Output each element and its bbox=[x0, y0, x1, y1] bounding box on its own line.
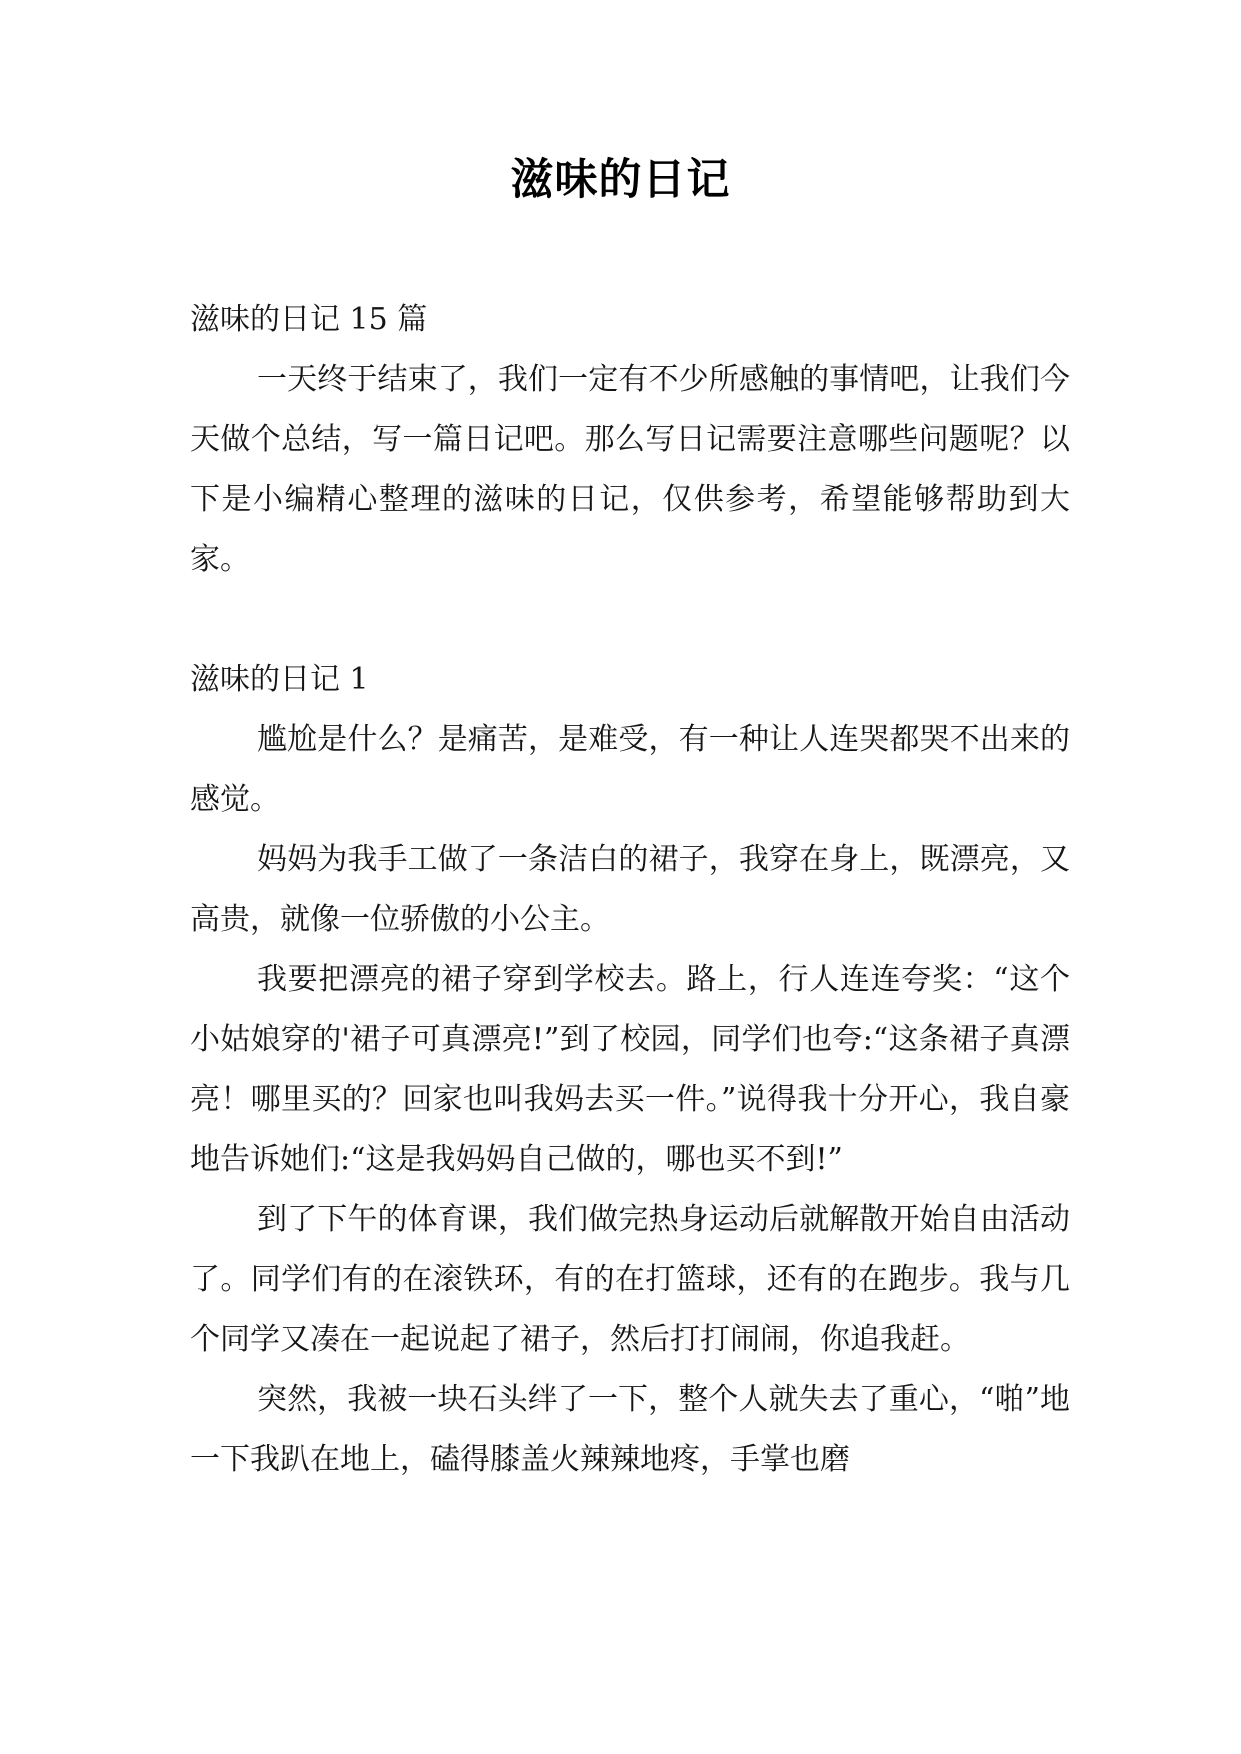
document-title: 滋味的日记 bbox=[510, 155, 731, 205]
collection-heading: 滋味的日记 15 篇 bbox=[190, 302, 428, 337]
section-heading: 滋味的日记 1 bbox=[190, 662, 369, 697]
body-paragraph: 妈妈为我手工做了一条洁白的裙子，我穿在身上，既漂亮，又高贵，就像一位骄傲的小公主。 bbox=[190, 842, 1070, 937]
section-spacer bbox=[190, 590, 1070, 650]
body-paragraph: 我要把漂亮的裙子穿到学校去。路上，行人连连夸奖：“这个小姑娘穿的'裙子可真漂亮!”到了校园，同学们也夸:“这条裙子真漂亮！哪里买的？回家也叫我妈去买一件。”说得我十分开心，我自豪地告诉她们:“这是我妈妈自己做的，哪也买不到!” bbox=[190, 962, 1070, 1177]
intro-paragraph: 一天终于结束了，我们一定有不少所感触的事情吧，让我们今天做个总结，写一篇日记吧。那么写日记需要注意哪些问题呢？以下是小编精心整理的滋味的日记，仅供参考，希望能够帮助到大家。 bbox=[190, 362, 1070, 577]
document-body bbox=[190, 290, 1070, 1490]
body-paragraph: 突然，我被一块石头绊了一下，整个人就失去了重心，“啪”地一下我趴在地上，磕得膝盖火辣辣地疼，手掌也磨 bbox=[190, 1382, 1070, 1477]
body-paragraph: 到了下午的体育课，我们做完热身运动后就解散开始自由活动了。同学们有的在滚铁环，有的在打篮球，还有的在跑步。我与几个同学又凑在一起说起了裙子，然后打打闹闹，你追我赶。 bbox=[190, 1202, 1070, 1357]
body-paragraph: 尴尬是什么？是痛苦，是难受，有一种让人连哭都哭不出来的感觉。 bbox=[190, 722, 1070, 817]
